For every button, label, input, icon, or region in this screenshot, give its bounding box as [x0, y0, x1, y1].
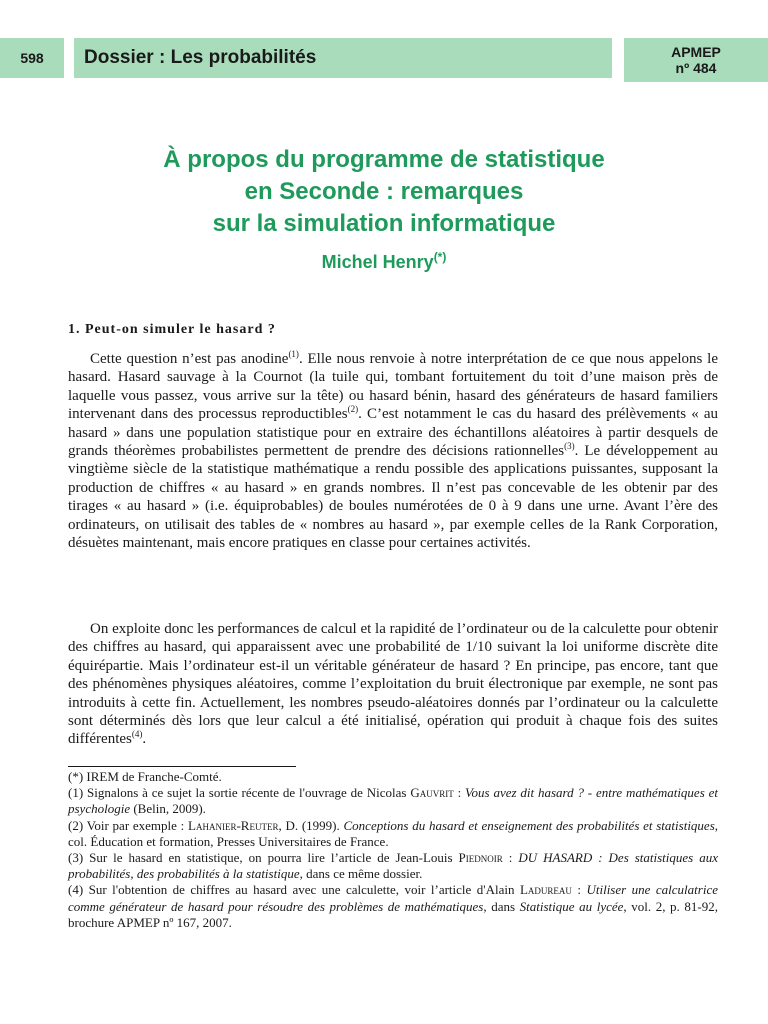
page-number-tab [0, 38, 64, 78]
text-run: , dans [483, 898, 520, 914]
title-line-1: À propos du programme de statistique [163, 146, 605, 173]
article-title-ref: DU HASARD : Des statistiques aux probabilités, des probabilités à la statistique [68, 850, 718, 882]
author-surname: Piednoir [458, 850, 503, 866]
article-title-ref: Utiliser une calculatrice comme générateur de hasard pour résoudre des problèmes de mathématiques [68, 882, 718, 914]
footnote-4 [68, 882, 718, 931]
section-heading: 1. Peut-on simuler le hasard ? [68, 322, 276, 337]
author-name: Michel Henry [321, 252, 434, 272]
footnote-2 [68, 818, 718, 850]
text-run: (4) Sur l'obtention de chiffres au hasard avec une calculette, voir l’article d'Alain [68, 882, 520, 898]
footnote-1 [68, 785, 718, 817]
book-title: Conceptions du hasard et enseignement des probabilités et statistiques [343, 817, 715, 833]
footnote-ref-4[interactable]: (4) [131, 729, 143, 740]
text-run: Cette question n’est pas anodine [90, 351, 289, 367]
footnote-ref-2[interactable]: (2) [347, 404, 359, 415]
text-run: : [502, 850, 519, 866]
article-title [40, 144, 728, 240]
page-number: 598 [20, 50, 44, 66]
author-note-marker: (*) [433, 250, 447, 264]
journal-issue: nº 484 [675, 60, 717, 76]
book-title: Statistique au lycée [519, 898, 624, 914]
title-line-2: en Seconde : remarques [244, 178, 524, 205]
paragraph-1 [68, 350, 718, 552]
text-run: (1) Signalons à ce sujet la sortie récente de l'ouvrage de Nicolas [68, 785, 411, 801]
journal-tab [624, 38, 768, 82]
footnote-ref-1[interactable]: (1) [288, 349, 299, 359]
text-run: On exploite donc les performances de calcul et la rapidité de l’ordinateur ou de la calculette pour obtenir des chiffres au hasard, qui apparaissent avec une probabilité de 1/10 suivant la loi uniforme discrète dite équirépartie. Mais l’ordinateur est-il un véritable générateur de hasard ? En principe, pas encore, tant que des phénomènes physiques aléatoires, comme l’exploitation du bruit électronique par exemple, ne sont pas introduits à cette fin. Actuellement, les nombres pseudo-aléatoires donnés par l’ordinateur ou la calculette sont déterminés dès lors que leur calcul a été initialisé, opération qui produit à chaque fois des suites différentes [68, 621, 718, 748]
text-run: , dans ce même dossier. [299, 866, 423, 882]
text-run: : [571, 882, 587, 898]
text-run: . Elle nous renvoie à notre interprétation de ce que nous appelons le hasard. Hasard sauvage à la Cournot (la tuile qui, tombant fortuitement du toit d’une maison près de laquelle vous passez, vous arrive sur la tête) ou hasard bénin, hasard des générateurs de hasard familiers intervenant dans des processus reproductibles [68, 351, 718, 423]
text-run: . [142, 731, 147, 748]
footnote-ref-3[interactable]: (3) [564, 441, 575, 452]
text-run: , D. (1999). [278, 817, 344, 833]
text-run: . Le développement au vingtième siècle de la statistique mathématique a rendu possible des applications puissantes, supposant la production de chiffres « au hasard » en grands nombres. Il n’est pas concevable de les obtenir par des tirages « au hasard » (i.e. équiprobables) de boules numérotées de 0 à 9 dans une urne. Avant l’ère des ordinateurs, on utilisait des tables de « nombres au hasard », par exemple celles de la Rank Corporation, désuètes maintenant, mais encore pratiques en classe pour certaines activités. [68, 443, 718, 552]
author-line [40, 250, 728, 273]
footnote-3 [68, 850, 718, 882]
paragraph-2 [68, 620, 718, 749]
text-run: . C’est notamment le cas du hasard des prélèvements « au hasard » dans une population statistique pour en extraire des échantillons aléatoires à partir desquels de grands théorèmes probabilistes permettent de prendre des décisions rationnelles [68, 406, 718, 460]
footnote-divider [68, 766, 296, 767]
footnote-star: (*) IREM de Franche-Comté. [68, 769, 222, 784]
section-title: Dossier : Les probabilités [84, 47, 317, 68]
text-run: (Belin, 2009). [130, 801, 206, 817]
text-run: , vol. 2, p. 81-92, brochure APMEP nº 167, 2007. [68, 898, 718, 930]
book-title: Vous avez dit hasard ? - entre mathématiques et psychologie [68, 785, 718, 817]
author-surname: Gauvrit [410, 785, 454, 801]
text-run: : [453, 785, 466, 801]
text-run: (3) Sur le hasard en statistique, on pourra lire l’article de Jean-Louis [68, 850, 459, 866]
text-run: (2) Voir par exemple : [68, 817, 189, 833]
author-surname: Ladureau [519, 882, 572, 898]
title-line-3: sur la simulation informatique [212, 210, 556, 237]
section-header-band [74, 38, 612, 78]
text-run: , col. Éducation et formation, Presses Universitaires de France. [68, 817, 719, 849]
author-surname: Lahanier-Reuter [188, 817, 279, 833]
journal-name: APMEP [671, 44, 721, 60]
footnotes [68, 769, 718, 931]
